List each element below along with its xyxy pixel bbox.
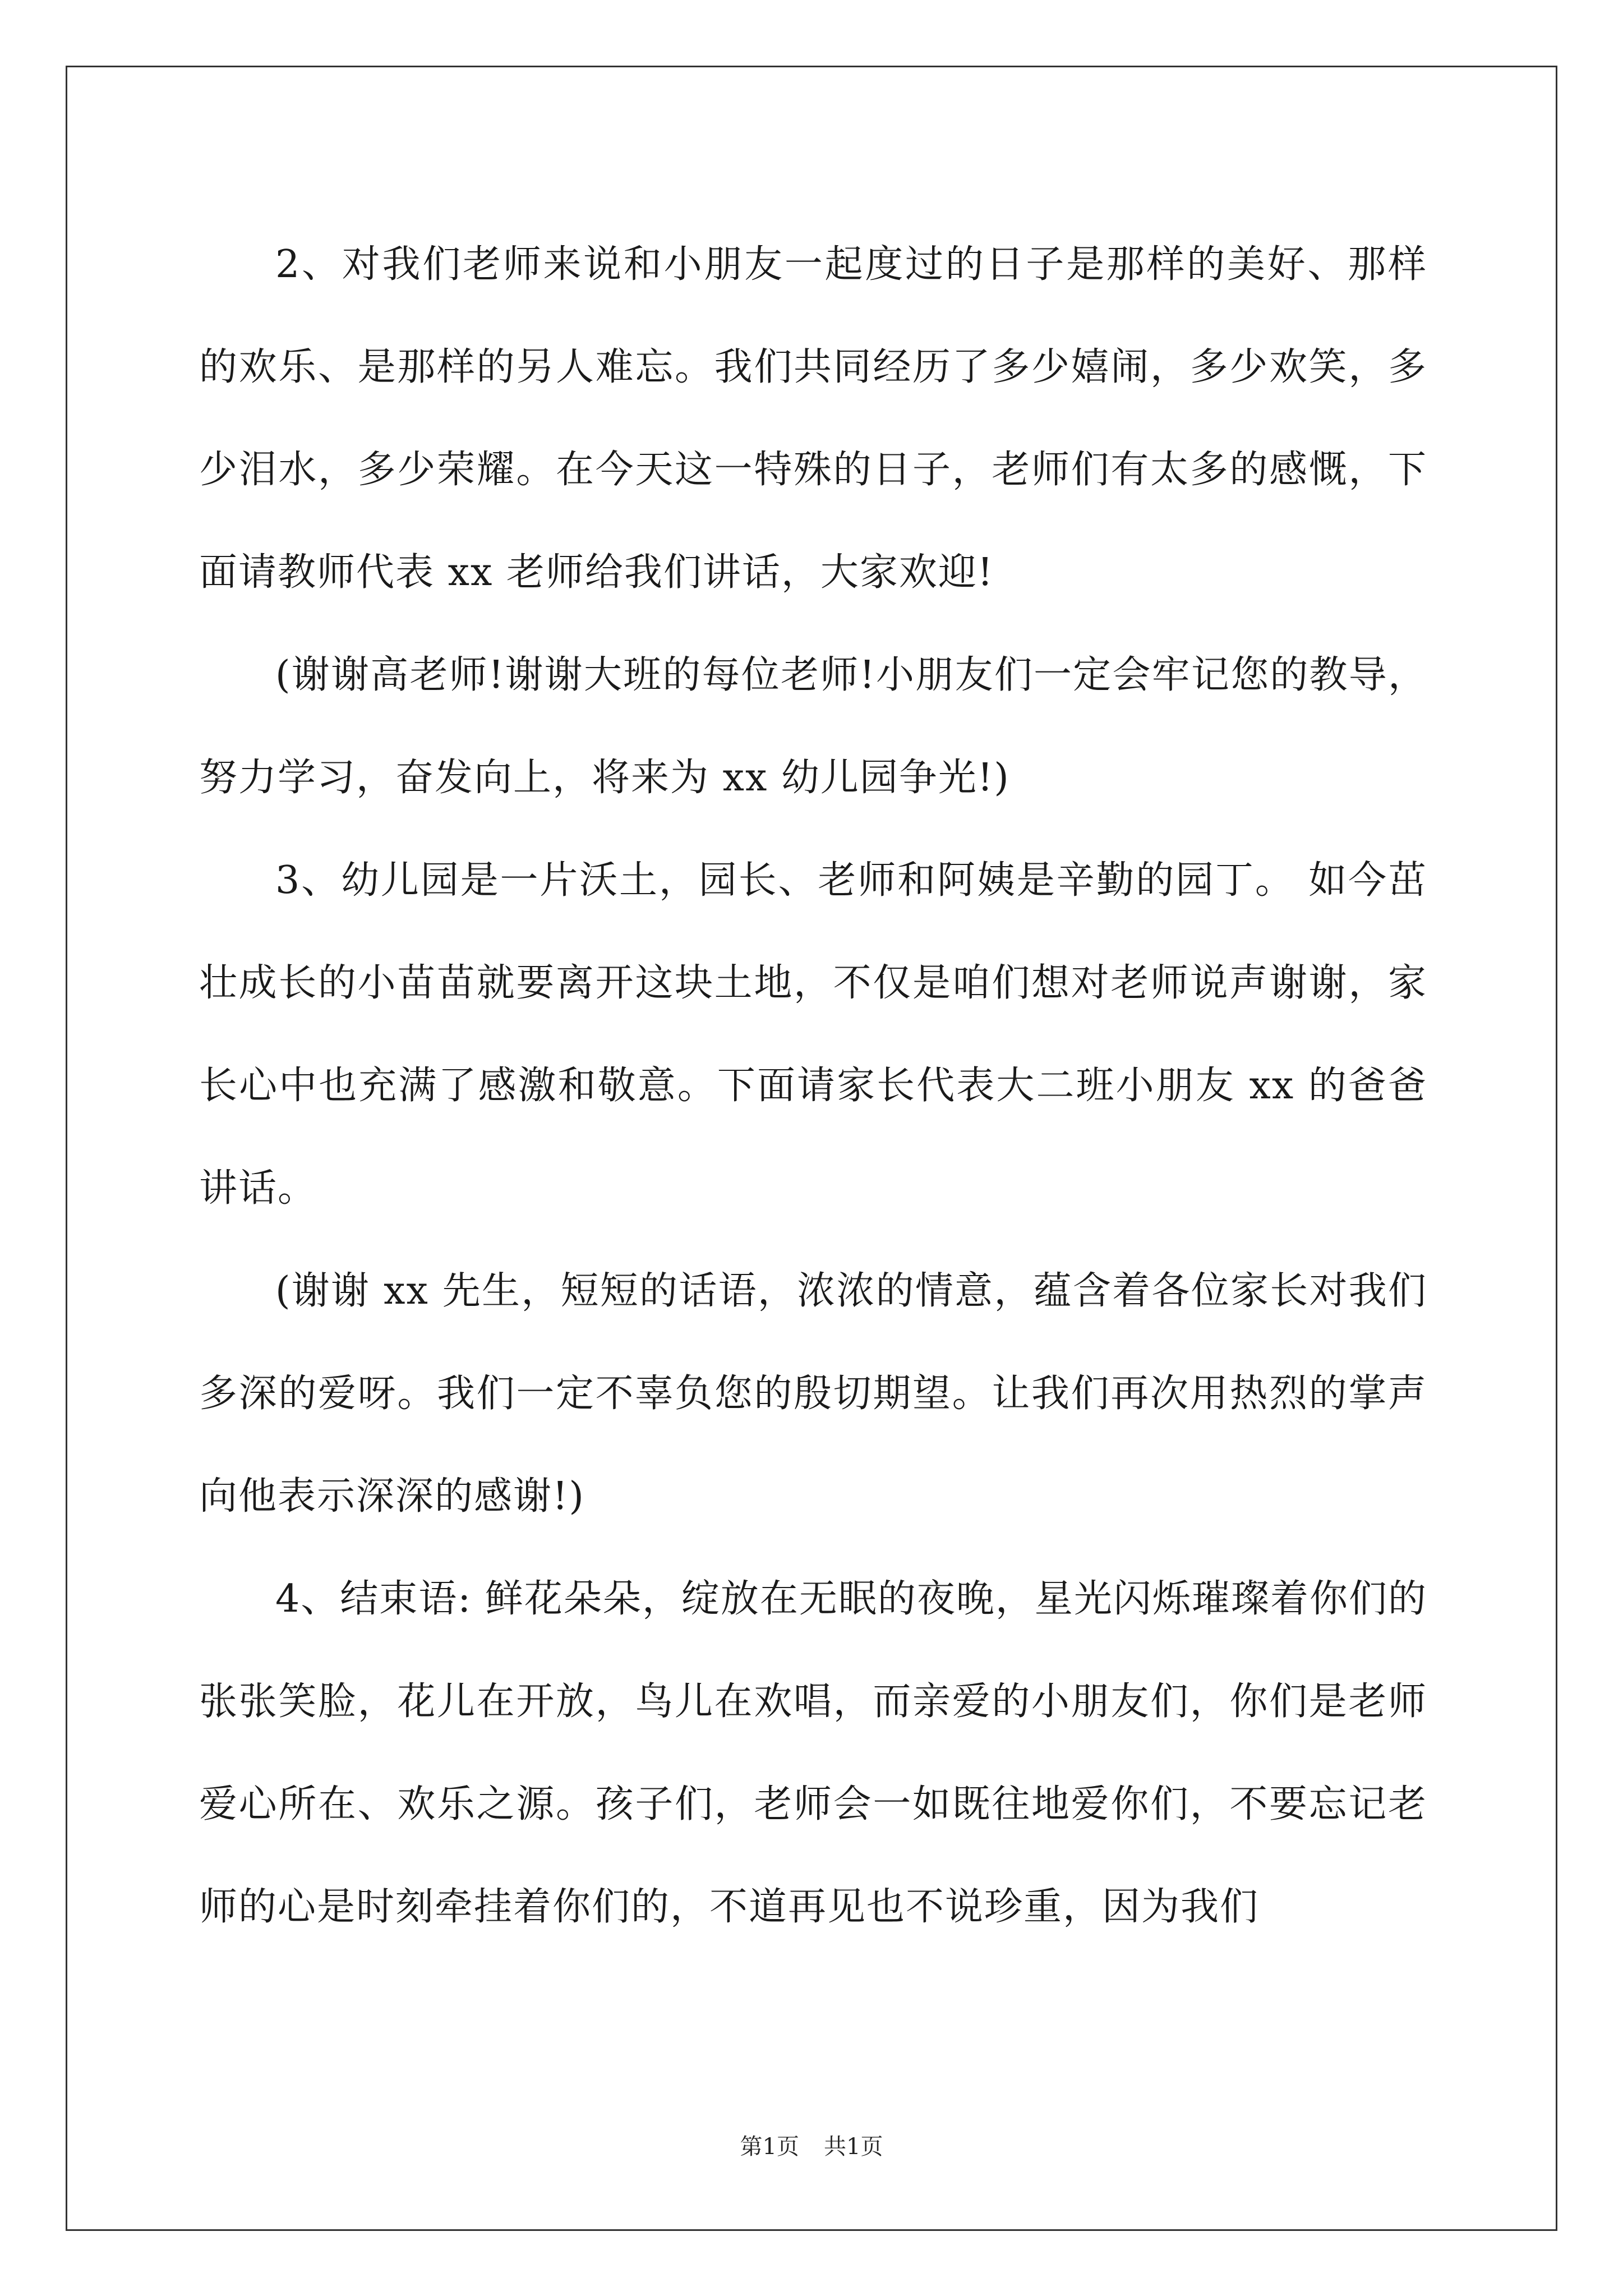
paragraph-thanks-parent: (谢谢 xx 先生，短短的话语，浓浓的情意，蕴含着各位家长对我们多深的爱呀。我们一定不辜负您的殷切期望。让我们再次用热烈的掌声向他表示深深的感谢!) — [199, 1269, 1427, 1519]
page-total: 共1页 — [824, 2134, 883, 2160]
document-body — [199, 213, 1427, 1958]
page-footer — [0, 2129, 1623, 2161]
paragraph-2: 2、对我们老师来说和小朋友一起度过的日子是那样的美好、那样的欢乐、是那样的另人难忘。我们共同经历了多少嬉闹，多少欢笑，多少泪水，多少荣耀。在今天这一特殊的日子，老师们有太多的感慨，下面请教师代表 xx 老师给我们讲话，大家欢迎! — [199, 242, 1427, 595]
page-number: 第1页 — [740, 2134, 799, 2160]
paragraph-4-closing: 4、结束语: 鲜花朵朵，绽放在无眠的夜晚，星光闪烁璀璨着你们的张张笑脸，花儿在开放，鸟儿在欢唱，而亲爱的小朋友们，你们是老师爱心所在、欢乐之源。孩子们，老师会一如既往地爱你们，不要忘记老师的心是时刻牵挂着你们的，不道再见也不说珍重，因为我们 — [199, 1577, 1427, 1929]
paragraph-3: 3、幼儿园是一片沃土，园长、老师和阿姨是辛勤的园丁。 如今茁壮成长的小苗苗就要离开这块土地，不仅是咱们想对老师说声谢谢，家长心中也充满了感激和敬意。下面请家长代表大二班小朋友 xx 的爸爸讲话。 — [199, 858, 1427, 1211]
paragraph-thanks-teacher: (谢谢高老师!谢谢大班的每位老师!小朋友们一定会牢记您的教导，努力学习，奋发向上，将来为 xx 幼儿园争光!) — [199, 653, 1427, 800]
